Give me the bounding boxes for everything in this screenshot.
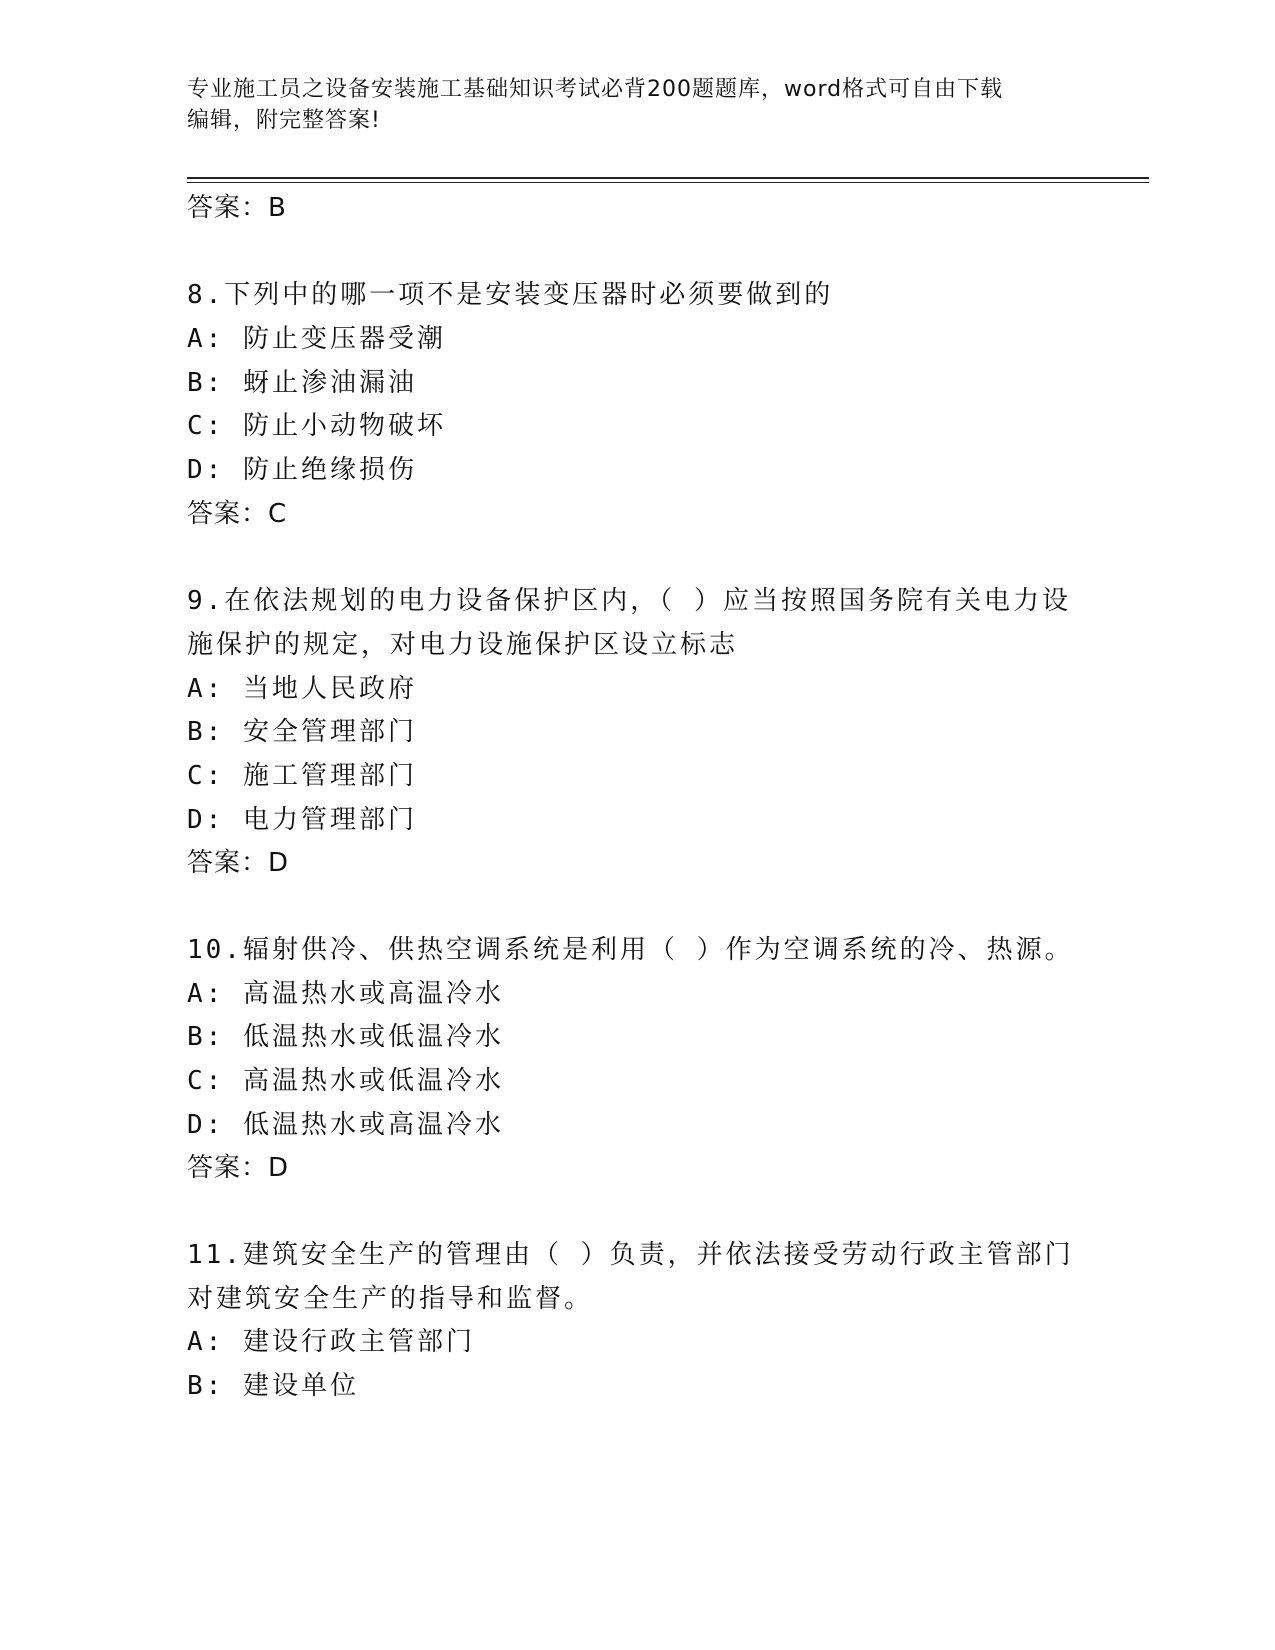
question-10-option-c: C: 高温热水或低温冷水 bbox=[187, 1066, 504, 1096]
question-8-option-c: C: 防止小动物破坏 bbox=[187, 411, 446, 441]
answer-q7: 答案：B bbox=[187, 193, 287, 223]
question-10-option-d: D: 低温热水或高温冷水 bbox=[187, 1110, 504, 1140]
answer-q8: 答案：C bbox=[187, 499, 288, 529]
header-title-line1: 专业施工员之设备安装施工基础知识考试必背200题题库，word格式可自由下载 bbox=[187, 77, 1004, 102]
question-8-option-b: B: 蚜止渗油漏油 bbox=[187, 368, 417, 398]
question-8-option-a: A: 防止变压器受潮 bbox=[187, 324, 446, 354]
question-8-option-d: D: 防止绝缘损伤 bbox=[187, 455, 417, 485]
answer-q9: 答案：D bbox=[187, 848, 290, 878]
question-11-option-a: A: 建设行政主管部门 bbox=[187, 1327, 475, 1357]
question-11-stem-line1: 11.建筑安全生产的管理由（ ）负责，并依法接受劳动行政主管部门 bbox=[187, 1240, 1074, 1270]
question-10-option-a: A: 高温热水或高温冷水 bbox=[187, 979, 504, 1009]
question-9-option-d: D: 电力管理部门 bbox=[187, 805, 417, 835]
question-9-option-b: B: 安全管理部门 bbox=[187, 717, 417, 747]
header-rule-thin bbox=[187, 182, 1149, 183]
question-10-stem: 10.辐射供冷、供热空调系统是利用（ ）作为空调系统的冷、热源。 bbox=[187, 935, 1074, 965]
question-9-stem-line2: 施保护的规定，对电力设施保护区设立标志 bbox=[187, 630, 739, 660]
header-rule-thick bbox=[187, 177, 1149, 179]
document-header bbox=[187, 74, 1077, 136]
answer-q10: 答案：D bbox=[187, 1153, 290, 1183]
question-8-stem: 8.下列中的哪一项不是安装变压器时必须要做到的 bbox=[187, 280, 834, 310]
question-11-stem-line2: 对建筑安全生产的指导和监督。 bbox=[187, 1284, 594, 1314]
question-9-stem-line1: 9.在依法规划的电力设备保护区内，（ ）应当按照国务院有关电力设 bbox=[187, 586, 1071, 616]
question-9-option-c: C: 施工管理部门 bbox=[187, 761, 417, 791]
header-title-line2: 编辑，附完整答案! bbox=[187, 108, 381, 133]
question-9-option-a: A: 当地人民政府 bbox=[187, 674, 417, 704]
question-10-option-b: B: 低温热水或低温冷水 bbox=[187, 1022, 504, 1052]
question-11-option-b: B: 建设单位 bbox=[187, 1371, 359, 1401]
